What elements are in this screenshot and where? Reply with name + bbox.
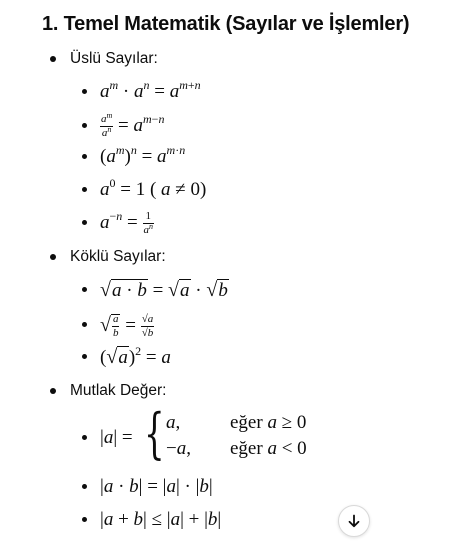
section-label: Köklü Sayılar:	[70, 248, 166, 265]
left-brace: {	[144, 402, 165, 465]
bullet	[82, 187, 87, 192]
formula-negative-power: $a^{-n}$ = $\frac{1}{a^n}$	[100, 209, 153, 237]
formula-absolute-product: |a · b| = |a| · |b|	[100, 476, 213, 497]
formula-quotient-of-powers: $\frac{a^m}{a^n}$ = $a^{m-n}$	[101, 111, 165, 140]
bullet	[82, 220, 87, 225]
bullet	[50, 254, 56, 260]
bullet	[82, 484, 87, 489]
bullet	[82, 89, 87, 94]
formula-triangle-inequality: |a + b| ≤ |a| + |b|	[100, 509, 222, 530]
bullet	[82, 287, 87, 292]
formula-absolute-value-definition: |a| =	[100, 427, 133, 448]
formula-zero-power: $a^0 = 1$ ( a ≠ 0)	[100, 176, 207, 200]
case-negative: −a, eğer a < 0	[166, 438, 307, 459]
formula-root-quotient: √ $\frac{a}{b}$ = $\frac{√a}{√b}$	[100, 313, 154, 340]
bullet	[82, 123, 87, 128]
bullet	[50, 388, 56, 394]
bullet	[82, 154, 87, 159]
bullet	[82, 354, 87, 359]
section-label: Üslü Sayılar:	[70, 50, 158, 67]
bullet	[50, 56, 56, 62]
formula-product-of-powers: $a^m \cdot a^n = a^{m+n}$	[100, 78, 201, 102]
bullet	[82, 517, 87, 522]
formula-root-product: √a · b = √a · √b	[100, 279, 228, 301]
formula-root-squared: $(√a)^2 = a$	[100, 344, 171, 368]
bullet	[82, 435, 87, 440]
page-title: 1. Temel Matematik (Sayılar ve İşlemler)	[42, 13, 410, 35]
scroll-down-button[interactable]	[338, 505, 370, 537]
piecewise-cases	[144, 402, 344, 465]
formula-power-of-power: $(a^m)^n = a^{m\cdot n}$	[100, 143, 186, 167]
arrow-down-icon	[347, 514, 361, 528]
section-label: Mutlak Değer:	[70, 382, 167, 399]
bullet	[82, 322, 87, 327]
case-positive: a, eğer a ≥ 0	[166, 412, 307, 433]
